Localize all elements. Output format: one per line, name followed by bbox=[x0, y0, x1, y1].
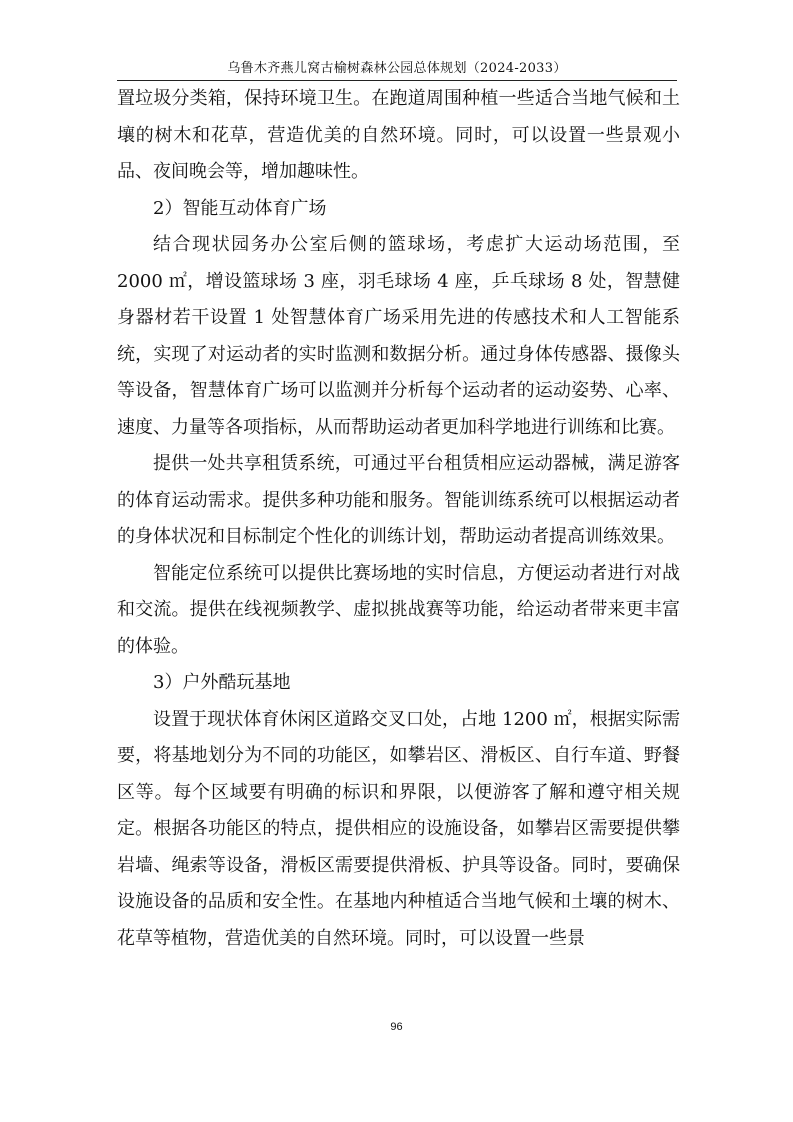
section-heading-outdoor-base: 3）户外酷玩基地 bbox=[153, 672, 291, 693]
paragraph-smart-positioning: 智能定位系统可以提供比赛场地的实时信息，方便运动者进行对战和交流。提供在线视频教学、虚拟挑战赛等功能，给运动者带来更丰富的体验。 bbox=[117, 562, 680, 657]
paragraph-continued: 置垃圾分类箱，保持环境卫生。在跑道周围种植一些适合当地气候和土壤的树木和花草，营造优美的自然环境。同时，可以设置一些景观小品、夜间晚会等，增加趣味性。 bbox=[117, 88, 680, 182]
section-heading-smart-sports-plaza: 2）智能互动体育广场 bbox=[153, 197, 327, 219]
running-header: 乌鲁木齐燕儿窝古榆树森林公园总体规划（2024-2033） bbox=[227, 61, 567, 76]
document-body bbox=[117, 81, 680, 957]
paragraph-outdoor-base: 设置于现状体育休闲区道路交叉口处，占地 1200 ㎡，根据实际需要，将基地划分为不同的功能区，如攀岩区、滑板区、自行车道、野餐区等。每个区域要有明确的标识和界限，以便游客了解和遵守相关规定。根据各功能区的特点，提供相应的设施设备，如攀岩区需要提供攀岩墙、绳索等设备，滑板区需要提供滑板、护具等设备。同时，要确保设施设备的品质和安全性。在基地内种植适合当地气候和土壤的树木、花草等植物，营造优美的自然环境。同时，可以设置一些景 bbox=[117, 708, 680, 949]
paragraph-shared-rental: 提供一处共享租赁系统，可通过平台租赁相应运动器械，满足游客的体育运动需求。提供多种功能和服务。智能训练系统可以根据运动者的身体状况和目标制定个性化的训练计划，帮助运动者提高训练效果。 bbox=[117, 453, 680, 547]
paragraph-sports-plaza: 结合现状园务办公室后侧的篮球场，考虑扩大运动场范围，至 2000 ㎡，增设篮球场 3 座，羽毛球场 4 座，乒乓球场 8 处，智慧健身器材若干设置 1 处智慧体育广场采用先进的传感技术和人工智能系统，实现了对运动者的实时监测和数据分析。通过身体传感器、摄像头等设备，智慧体育广场可以监测并分析每个运动者的运动姿势、心率、速度、力量等各项指标，从而帮助运动者更加科学地进行训练和比赛。 bbox=[117, 234, 680, 438]
page-number: 96 bbox=[390, 1021, 403, 1033]
